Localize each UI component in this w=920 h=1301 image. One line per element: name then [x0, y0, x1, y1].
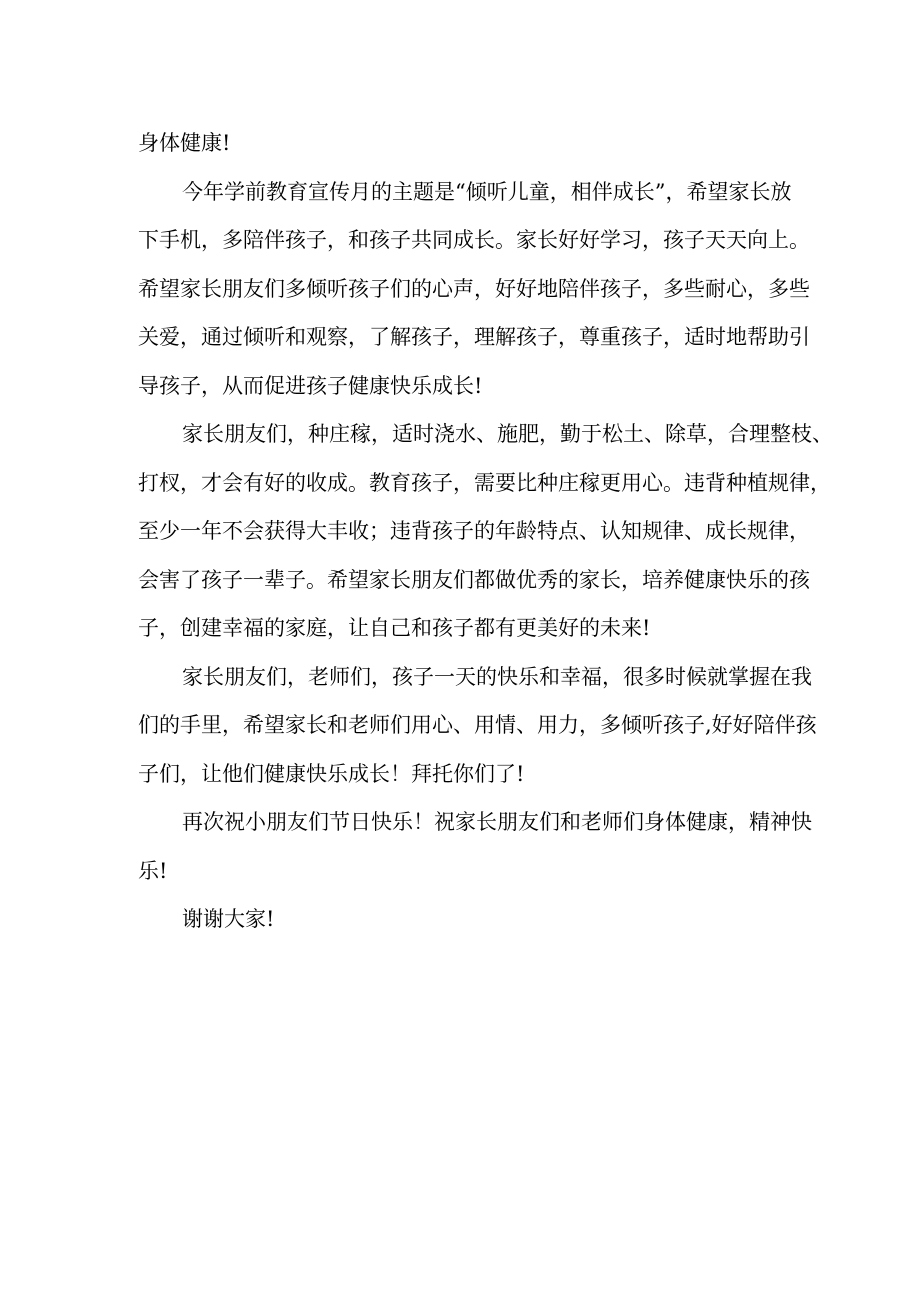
- text-line: 今年学前教育宣传月的主题是“倾听儿童，相伴成长”，希望家长放: [182, 179, 792, 204]
- text-line: 希望家长朋友们多倾听孩子们的心声，好好地陪伴孩子，多些耐心，多些: [138, 276, 810, 301]
- paragraph: [138, 798, 812, 895]
- paragraph: [138, 895, 798, 944]
- text-line: 至少一年不会获得大丰收；违背孩子的年龄特点、认知规律、成长规律，: [138, 519, 810, 543]
- text-line: 家长朋友们，老师们，孩子一天的快乐和幸福，很多时候就掌握在我: [182, 664, 812, 689]
- paragraph: [138, 410, 833, 653]
- text-line: 再次祝小朋友们节日快乐！祝家长朋友们和老师们身体健康，精神快: [182, 810, 812, 834]
- text-line: 乐!: [138, 858, 168, 883]
- paragraph: [138, 168, 810, 411]
- text-line: 导孩子，从而促进孩子健康快乐成长!: [138, 373, 483, 398]
- text-line: 子，创建幸福的家庭，让自己和孩子都有更美好的未来!: [138, 616, 651, 640]
- text-line: 身体健康!: [138, 131, 231, 155]
- document-body: [138, 119, 833, 944]
- text-line: 关爱，通过倾听和观察，了解孩子，理解孩子，尊重孩子，适时地帮助引: [138, 325, 810, 349]
- text-line: 子们，让他们健康快乐成长！拜托你们了!: [138, 761, 525, 786]
- paragraph: [138, 653, 817, 799]
- text-line: 们的手里，希望家长和老师们用心、用情、用力，多倾听孩子,好好陪伴孩: [138, 713, 817, 737]
- text-line: 下手机，多陪伴孩子，和孩子共同成长。家长好好学习，孩子天天向上。: [138, 228, 810, 252]
- text-line: 会害了孩子一辈子。希望家长朋友们都做优秀的家长，培养健康快乐的孩: [138, 567, 810, 592]
- paragraph: [138, 119, 798, 168]
- text-line: 打杈，才会有好的收成。教育孩子，需要比种庄稼更用心。违背种植规律，: [138, 470, 831, 495]
- text-line: 谢谢大家!: [182, 907, 275, 931]
- text-line: 家长朋友们，种庄稼，适时浇水、施肥，勤于松土、除草，合理整枝、: [182, 422, 833, 446]
